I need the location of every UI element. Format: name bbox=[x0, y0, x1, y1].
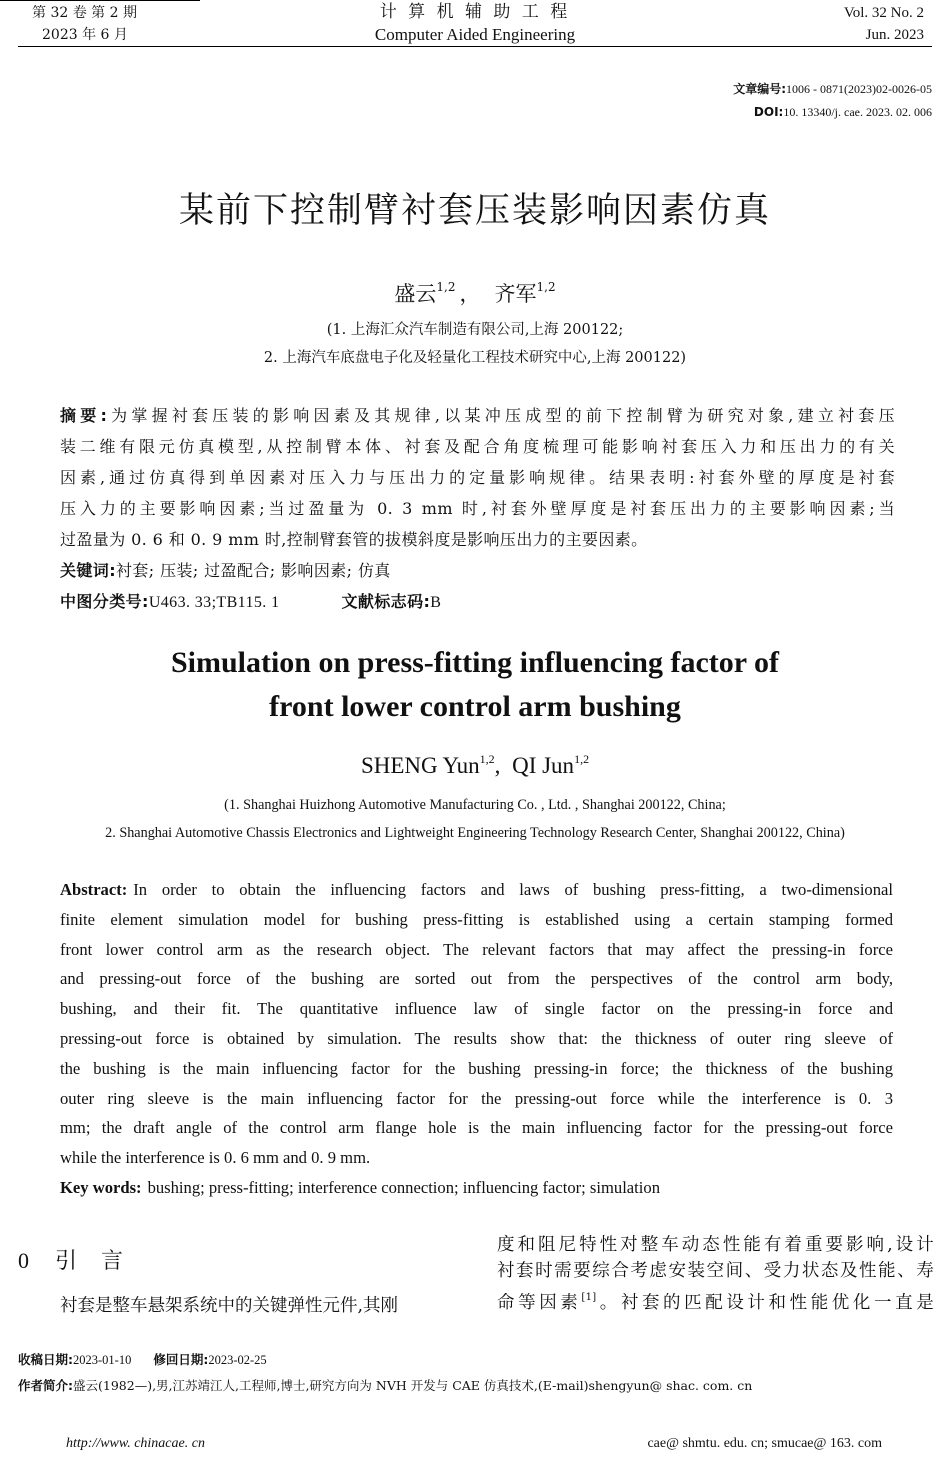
en-title: Simulation on press-fitting influencing factor of front lower control arm bushing bbox=[170, 646, 780, 723]
en-author-2: QI Jun bbox=[512, 753, 575, 778]
en-abstract-label: Abstract: bbox=[60, 880, 128, 899]
cn-author-2: 齐军 bbox=[494, 282, 537, 306]
en-affiliations bbox=[0, 791, 950, 847]
header-right bbox=[844, 2, 924, 46]
journal-en: Computer Aided Engineering bbox=[374, 25, 576, 44]
section-number: 0 bbox=[18, 1248, 29, 1273]
journal-url[interactable]: http://www. chinacae. cn bbox=[66, 1436, 205, 1451]
en-abstract-line: finite element simulation model for bushing press-fitting is established using a certain stamping formed bbox=[60, 909, 893, 929]
doi: DOI:10. 13340/j. cae. 2023. 02. 006 bbox=[753, 105, 932, 119]
cn-abstract-label: 摘要: bbox=[60, 406, 108, 425]
volume-cn: 第 32 卷 第 2 期 bbox=[32, 5, 137, 21]
date-en: Jun. 2023 bbox=[865, 27, 924, 43]
en-abstract-line: mm; the draft angle of the control arm flange hole is the main influencing factor for the pressing-out force bbox=[60, 1118, 893, 1138]
header-rule bbox=[18, 46, 932, 47]
cn-classification: 中图分类号:U463. 33;TB115. 1 文献标志码:B bbox=[60, 592, 442, 611]
body-right-column: 度和阻尼特性对整车动态性能有着重要影响,设计 衬套时需要综合考虑安装空间、受力状态及性能、寿 命等因素[1]。衬套的匹配设计和性能优化一直是 bbox=[497, 1235, 934, 1313]
cn-abstract-line: 因素,通过仿真得到单因素对压入力与压出力的定量影响规律。结果表明:衬套外壁的厚度是衬套 bbox=[60, 468, 895, 487]
article-meta bbox=[733, 78, 932, 124]
footnote-dates: 收稿日期:2023-01-10 修回日期:2023-02-25 bbox=[18, 1352, 267, 1367]
section-title: 引言 bbox=[55, 1249, 148, 1274]
cn-aff-2: 2. 上海汽车底盘电子化及轻量化工程技术研究中心,上海 200122) bbox=[263, 350, 687, 366]
cn-abstract-line: 为掌握衬套压装的影响因素及其规律,以某冲压成型的前下控制臂为研究对象,建立衬套压 bbox=[107, 406, 895, 425]
citation-ref[interactable]: [1] bbox=[581, 1291, 597, 1303]
header-center bbox=[0, 0, 950, 46]
article-number: 文章编号:1006 - 0871(2023)02-0026-05 bbox=[733, 82, 932, 96]
en-author-1: SHENG Yun bbox=[360, 753, 480, 778]
en-abstract-line: while the interference is 0. 6 mm and 0. 9 mm. bbox=[60, 1148, 371, 1168]
en-abstract-line: and pressing-out force of the bushing are sorted out from the perspectives of the control arm body, bbox=[60, 969, 893, 989]
contact-emails[interactable]: cae@ shmtu. edu. cn; smucae@ 163. com bbox=[647, 1436, 882, 1451]
body-left-column: 衬套是整车悬架系统中的关键弹性元件,其刚 bbox=[60, 1296, 399, 1316]
en-aff-2: 2. Shanghai Automotive Chassis Electronics and Lightweight Engineering Technology Research Center, Shanghai 200122, China) bbox=[105, 825, 845, 841]
en-aff-1: (1. Shanghai Huizhong Automotive Manufacturing Co. , Ltd. , Shanghai 200122, China; bbox=[224, 797, 726, 813]
en-keywords: Key words: bushing; press-fitting; interference connection; influencing factor; simulation bbox=[60, 1177, 660, 1197]
en-abstract-line: bushing, and their fit. The quantitative influence law of single factor on the pressing-in force and bbox=[60, 999, 893, 1019]
volume-en: Vol. 32 No. 2 bbox=[843, 5, 924, 21]
footnote-author: 作者简介:盛云(1982—),男,江苏靖江人,工程师,博士,研究方向为 NVH 开发与 CAE 仿真技术,(E-mail)shengyun@ shac. com. cn bbox=[18, 1378, 753, 1393]
cn-keywords: 关键词:衬套; 压装; 过盈配合; 影响因素; 仿真 bbox=[60, 561, 391, 580]
cn-abstract bbox=[60, 400, 895, 618]
cn-title: 某前下控制臂衬套压装影响因素仿真 bbox=[178, 191, 771, 231]
cn-authors: 盛云$^{1,2}$ ， 齐军$^{1,2}$ bbox=[394, 280, 556, 306]
cn-abstract-line: 过盈量为 0. 6 和 0. 9 mm 时,控制臂套管的拔模斜度是影响压出力的主要因素。 bbox=[60, 530, 648, 549]
cn-aff-1: (1. 上海汇众汽车制造有限公司,上海 200122; bbox=[326, 322, 624, 338]
cn-abstract-line: 压入力的主要影响因素;当过盈量为 0. 3 mm 时,衬套外壁厚度是衬套压出力的主要影响因素;当 bbox=[60, 499, 895, 518]
journal-cn: 计 算 机 辅 助 工 程 bbox=[379, 2, 571, 22]
en-abstract-line: the bushing is the main influencing factor for the bushing pressing-in force; the thickness of the bushing bbox=[60, 1058, 893, 1078]
cn-affiliations bbox=[0, 316, 950, 372]
en-authors: SHENG Yun$^{1,2}$, QI Jun$^{1,2}$ bbox=[360, 752, 590, 778]
section-heading bbox=[18, 1243, 147, 1280]
date-cn: 2023 年 6 月 bbox=[42, 27, 128, 43]
cn-author-1: 盛云 bbox=[394, 282, 437, 306]
en-abstract: Abstract: In order to obtain the influencing factors and laws of bushing press-fitting, a two-dimensional finite element simulation model for bushing press-fitting is established using a certain stamping formed front lower control arm as the research object. The relevant factors that may affect the pressing-in force and pressing-out force of the bushing are sorted out from the perspectives of the control arm body, bushing, and their fit. The quantitative influence law of single factor on the pressing-in force and pressing-out force is obtained by simulation. The results show that: the thickness of outer ring sleeve of the bushing is the main influencing factor for the bushing pressing-in force; the thickness of the bushing outer ring sleeve is the main influencing factor for the pressing-out force while the interference is 0. 3 mm; the draft angle of the control arm flange hole is the main influencing factor for the pressing-out force while the interference is 0. 6 mm and 0. 9 mm. Key words: bushing; press-fitting; interference connection; influencing factor; simulation bbox=[60, 875, 893, 1203]
en-abstract-line: pressing-out force is obtained by simulation. The results show that: the thickness of outer ring sleeve of bbox=[60, 1028, 893, 1048]
en-abstract-line: front lower control arm as the research object. The relevant factors that may affect the pressing-in force bbox=[60, 939, 893, 959]
en-abstract-line: outer ring sleeve is the main influencing factor for the pressing-out force while the interference is 0. 3 bbox=[60, 1088, 893, 1108]
cn-abstract-line: 装二维有限元仿真模型,从控制臂本体、衬套及配合角度梳理可能影响衬套压入力和压出力的有关 bbox=[60, 437, 895, 456]
